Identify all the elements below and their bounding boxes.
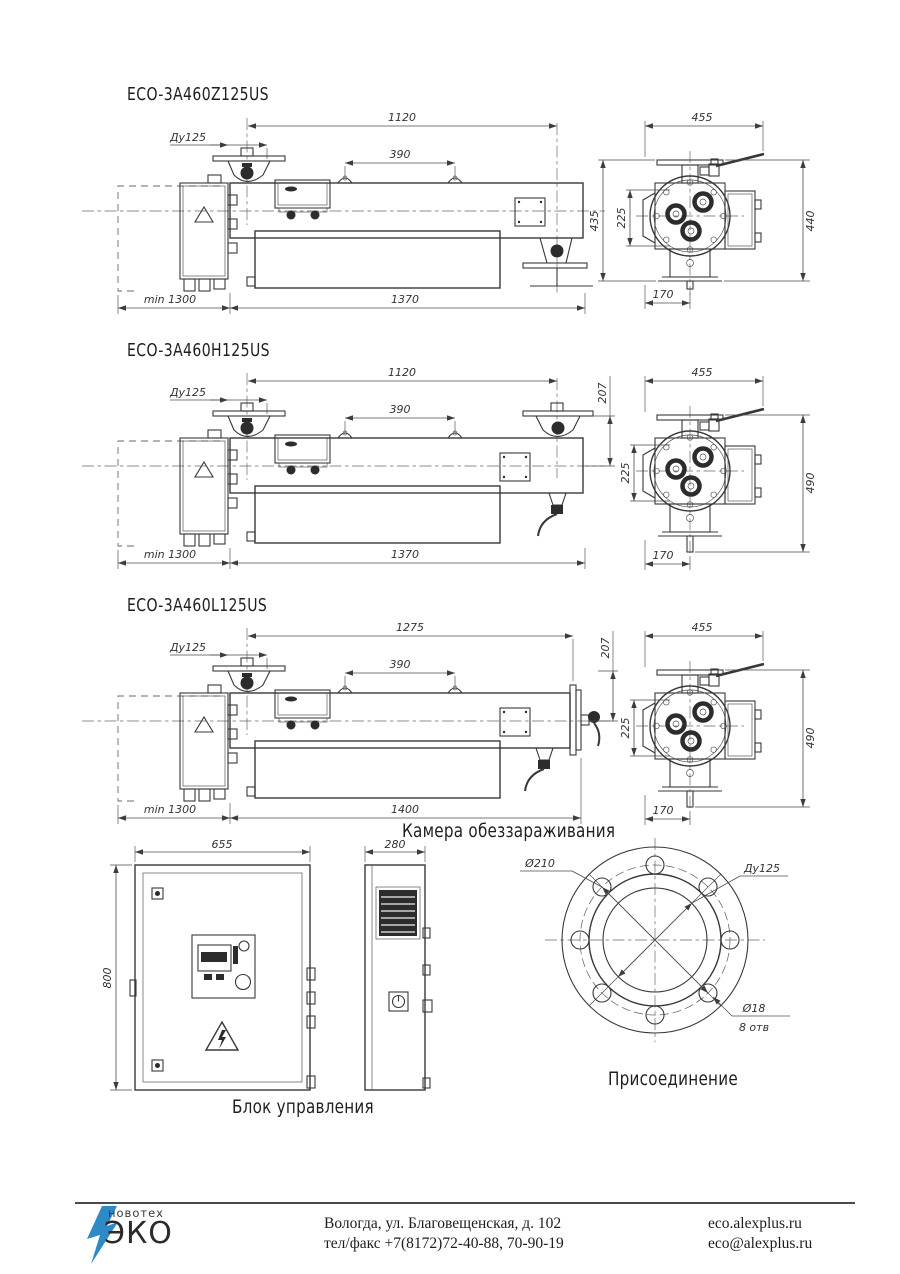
side-view: [82, 373, 605, 546]
svg-text:207: 207: [596, 382, 609, 404]
svg-text:Ду125: Ду125: [169, 131, 207, 144]
svg-text:455: 455: [691, 111, 713, 124]
footer-divider: [75, 1202, 855, 1204]
svg-text:Ду125: Ду125: [743, 862, 781, 875]
drawing1-figure: [70, 103, 860, 338]
svg-text:655: 655: [211, 838, 233, 851]
logo-text-small: новотех: [108, 1206, 164, 1220]
svg-text:225: 225: [619, 462, 632, 484]
logo-text-big: ЭКО: [104, 1216, 173, 1251]
svg-text:207: 207: [599, 637, 612, 659]
company-logo: [82, 1205, 202, 1265]
side-view-dimensions: [118, 621, 618, 824]
end-view-dimensions: [619, 621, 817, 825]
drawing3-title: ECO-3A460L125US: [127, 595, 268, 616]
svg-text:min 1300: min 1300: [143, 803, 197, 816]
footer-website[interactable]: eco.alexplus.ru: [708, 1215, 802, 1232]
svg-text:Ø210: Ø210: [525, 857, 555, 870]
svg-text:390: 390: [389, 658, 411, 671]
end-view: [636, 406, 764, 556]
svg-text:435: 435: [588, 210, 601, 232]
lamp-ports: [668, 194, 712, 240]
svg-text:170: 170: [652, 804, 674, 817]
lamp-ports: [668, 449, 712, 495]
svg-text:440: 440: [804, 210, 817, 232]
control-box-label: Блок управления: [232, 1096, 374, 1118]
side-view-dimensions: [118, 366, 615, 569]
svg-text:280: 280: [384, 838, 406, 851]
svg-text:1370: 1370: [391, 548, 419, 561]
svg-text:1275: 1275: [396, 621, 424, 634]
chamber-label: Камера обеззараживания: [402, 820, 616, 842]
svg-text:390: 390: [389, 148, 411, 161]
svg-text:1120: 1120: [388, 366, 416, 379]
control-box-front: [130, 865, 315, 1090]
svg-text:Ø18: Ø18: [742, 1002, 766, 1015]
svg-text:1400: 1400: [391, 803, 419, 816]
control-box-side: [365, 865, 432, 1090]
footer-address-line1: Вологда, ул. Благовещенская, д. 102: [324, 1215, 562, 1232]
control-box-dimensions: [101, 838, 425, 1090]
drawing2-figure: [70, 358, 860, 593]
control-box-figure: [100, 840, 460, 1125]
drawing3-figure: [70, 613, 860, 848]
end-view: [636, 661, 764, 811]
end-view: [636, 151, 764, 295]
svg-text:min 1300: min 1300: [143, 548, 197, 561]
footer-email[interactable]: eco@alexplus.ru: [708, 1235, 813, 1252]
svg-text:455: 455: [691, 621, 713, 634]
svg-text:Ду125: Ду125: [169, 386, 207, 399]
svg-text:min 1300: min 1300: [143, 293, 197, 306]
svg-text:1370: 1370: [391, 293, 419, 306]
svg-text:170: 170: [652, 549, 674, 562]
svg-text:390: 390: [389, 403, 411, 416]
end-view-dimensions: [619, 366, 817, 570]
footer-links: [708, 1214, 812, 1254]
connection-label: Присоединение: [608, 1068, 738, 1090]
drawing2-title: ECO-3A460H125US: [127, 340, 270, 361]
side-view: [82, 118, 605, 293]
svg-text:225: 225: [619, 717, 632, 739]
svg-text:490: 490: [804, 727, 817, 749]
power-switch: [389, 992, 408, 1011]
lamp-ports: [668, 704, 712, 750]
svg-text:170: 170: [652, 288, 674, 301]
svg-text:1120: 1120: [388, 111, 416, 124]
svg-text:490: 490: [804, 472, 817, 494]
svg-text:8 отв: 8 отв: [738, 1021, 770, 1034]
svg-text:225: 225: [615, 207, 628, 229]
display-panel: [192, 935, 255, 998]
svg-text:Ду125: Ду125: [169, 641, 207, 654]
svg-text:455: 455: [691, 366, 713, 379]
footer-address: [324, 1214, 564, 1254]
flange-figure: [510, 830, 830, 1100]
footer-address-line2: тел/факс +7(8172)72-40-88, 70-90-19: [324, 1235, 564, 1252]
svg-text:800: 800: [101, 967, 114, 989]
warning-triangle: [206, 1022, 238, 1050]
drawing1-title: ECO-3A460Z125US: [127, 84, 269, 105]
side-view: [82, 628, 610, 801]
